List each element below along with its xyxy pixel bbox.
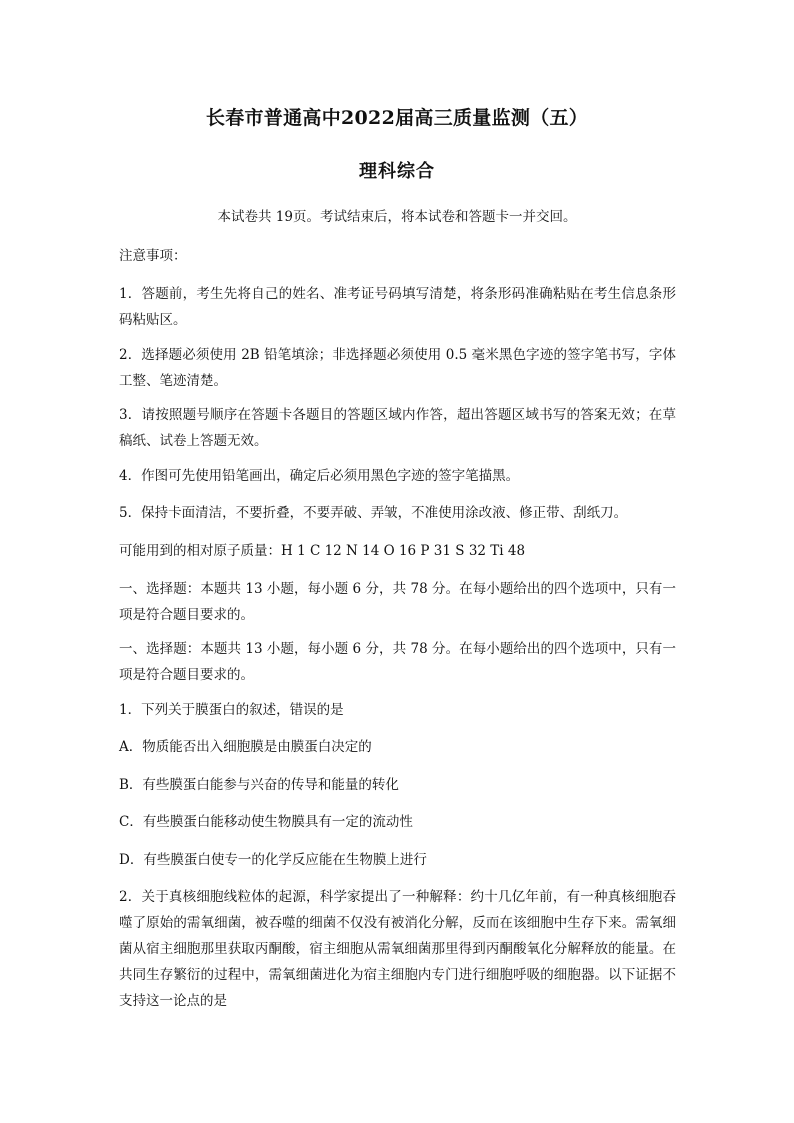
note-item-4: 4．作图可先使用铅笔画出，确定后必须用黑色字迹的签字笔描黑。: [119, 468, 520, 484]
note-item-2: 2．选择题必须使用 2B 铅笔填涂；非选择题必须使用 0.5 毫米黑色字迹的签字笔书写，字体工整、笔迹清楚。: [119, 347, 676, 389]
exam-intro: 本试卷共 19页。考试结束后，将本试卷和答题卡一并交回。: [217, 209, 577, 225]
question-1-option-c: C．有些膜蛋白能移动使生物膜具有一定的流动性: [119, 814, 413, 830]
exam-subtitle: 理科综合: [359, 161, 435, 182]
question-1-option-b: B．有些膜蛋白能参与兴奋的传导和能量的转化: [119, 777, 399, 793]
question-2-stem: 2．关于真核细胞线粒体的起源，科学家提出了一种解释：约十几亿年前，有一种真核细胞吞噬了原始的需氧细菌，被吞噬的细菌不仅没有被消化分解，反而在该细胞中生存下来。需氧细菌从宿主细胞那里获取丙酮酸，宿主细胞从需氧细菌那里得到丙酮酸氧化分解释放的能量。在共同生存繁衍的过程中，需氧细菌进化为宿主细胞内专门进行细胞呼吸的细胞器。以下证据不支持这一论点的是: [119, 889, 676, 1009]
question-1-option-a: A．物质能否出入细胞膜是由膜蛋白决定的: [119, 739, 372, 755]
atomic-mass-line: 可能用到的相对原子质量：H 1 C 12 N 14 O 16 P 31 S 32 Ti 48: [119, 543, 526, 559]
exam-title: 长春市普通高中2022届高三质量监测（五）: [205, 107, 589, 129]
note-item-1: 1．答题前，考生先将自己的姓名、准考证号码填写清楚，将条形码准确粘贴在考生信息条形码粘贴区。: [119, 286, 676, 328]
section-intro-2: 一、选择题：本题共 13 小题，每小题 6 分，共 78 分。在每小题给出的四个选项中，只有一项是符合题目要求的。: [119, 641, 676, 683]
note-item-5: 5．保持卡面清洁，不要折叠，不要弄破、弄皱，不准使用涂改液、修正带、刮纸刀。: [119, 505, 628, 521]
notes-heading: 注意事项：: [119, 248, 187, 264]
section-intro-1: 一、选择题：本题共 13 小题，每小题 6 分，共 78 分。在每小题给出的四个选项中，只有一项是符合题目要求的。: [119, 581, 676, 623]
note-item-3: 3．请按照题号顺序在答题卡各题目的答题区域内作答，超出答题区域书写的答案无效；在草稿纸、试卷上答题无效。: [119, 407, 676, 449]
question-1-option-d: D．有些膜蛋白使专一的化学反应能在生物膜上进行: [119, 852, 427, 868]
question-1-stem: 1．下列关于膜蛋白的叙述，错误的是: [119, 702, 344, 718]
